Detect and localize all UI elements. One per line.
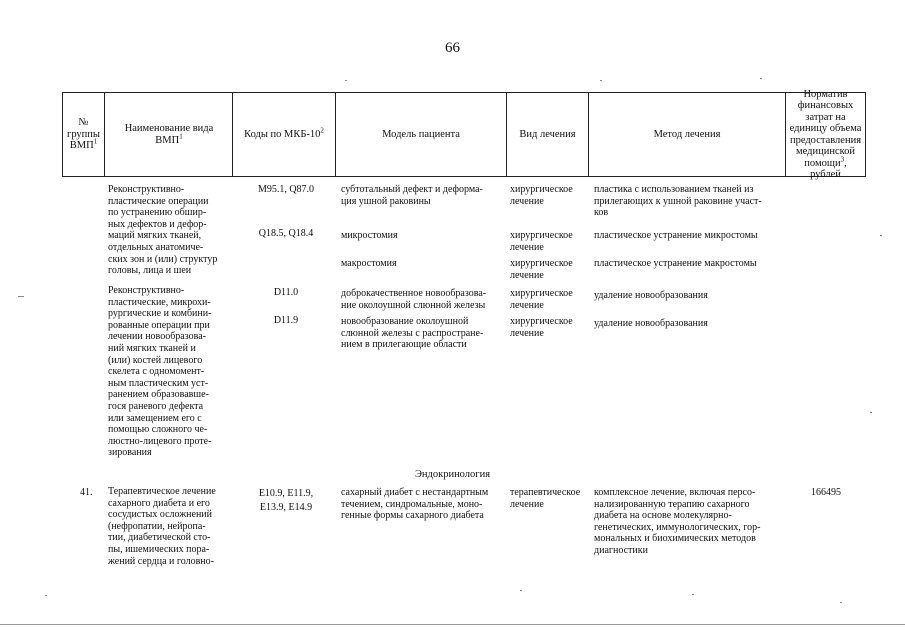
icd-code: E10.9, E11.9, E13.9, E14.9 — [258, 488, 314, 513]
patient-model: сахарный диабет с нестандартным течением, синдромальные, моно- генные формы сахарного диабета — [341, 487, 489, 522]
scan-mark — [18, 296, 24, 297]
section-title: Эндокринология — [414, 469, 491, 480]
header-treatment-method — [589, 93, 785, 176]
treatment-method: пластическое устранение микростомы — [594, 230, 758, 241]
cost-value: 166495 — [811, 487, 841, 498]
patient-model: доброкачественное новообразова- ние околоушной слюнной железы — [341, 288, 487, 311]
scan-mark — [45, 595, 47, 596]
patient-model: макростомия — [341, 258, 397, 269]
header-treatment-method-text: Метод лечения — [653, 128, 721, 140]
header-divider — [104, 92, 105, 177]
treatment-type: хирургическое лечение — [510, 316, 573, 339]
header-group-number — [63, 93, 104, 176]
icd-code: M95.1, Q87.0 — [257, 184, 315, 195]
icd-code: Q18.5, Q18.4 — [258, 228, 314, 239]
patient-model: новообразование околоушной слюнной железы с распростране- нием в прилегающие области — [341, 316, 484, 351]
header-patient-model-text: Модель пациента — [382, 128, 460, 140]
header-footnote-mark: 2 — [320, 126, 324, 135]
header-icd-codes-text: Коды по МКБ-10 — [244, 128, 321, 140]
scan-mark — [870, 412, 872, 413]
treatment-method: удаление новообразования — [594, 318, 708, 329]
page-number: 66 — [445, 40, 460, 56]
header-vmp-name-text: Наименование вида ВМП — [124, 123, 214, 146]
header-patient-model — [336, 93, 506, 176]
header-divider — [865, 92, 866, 177]
patient-model: субтотальный дефект и деформа- ция ушной раковины — [341, 184, 483, 207]
treatment-type: хирургическое лечение — [510, 184, 573, 207]
patient-model: микростомия — [341, 230, 398, 241]
treatment-type: хирургическое лечение — [510, 230, 573, 253]
scan-mark — [600, 80, 602, 81]
header-bottom-border — [62, 176, 865, 177]
vmp-name: Реконструктивно- пластические, микрохи- рургические и комбини- рованные операции при лечении новообразова- ний мягких тканей и (или) костей лицевого скелета с одномомент- ным пластическим уст- ранением образовавше- гося раневого дефекта или замещением его с помощью сложного че- люстно-лицевого проте- зирования — [108, 285, 212, 459]
header-vmp-name — [106, 93, 232, 176]
vmp-name: Реконструктивно- пластические операции по устранению обшир- ных дефектов и дефор- маций мягких тканей, отдельных анатомиче- ских зон и (или) структур головы, лица и шеи — [108, 184, 218, 277]
header-treatment-type-text: Вид лечения — [519, 128, 576, 140]
treatment-method: пластика с использованием тканей из прилегающих к ушной раковине участ- ков — [594, 184, 762, 219]
scan-bottom-edge — [0, 624, 905, 625]
scan-mark — [880, 235, 882, 236]
treatment-type: хирургическое лечение — [510, 258, 573, 281]
scan-mark — [760, 78, 762, 79]
header-footnote-mark: 3 — [840, 155, 845, 163]
treatment-method: комплексное лечение, включая персо- нализированную терапию сахарного диабета на основе молекулярно- генетических, иммунологических, гор- мональных и биохимических методов диагностики — [594, 487, 761, 556]
header-footnote-mark: 1 — [179, 132, 183, 140]
treatment-method: пластическое устранение макростомы — [594, 258, 757, 269]
header-cost-norm — [786, 88, 865, 180]
vmp-name: Терапевтическое лечение сахарного диабета и его сосудистых осложнений (нефропатии, нейропа- тии, диабетической сто- пы, ишемических пора- жений сердца и головно- — [108, 486, 216, 567]
icd-code: D11.9 — [273, 315, 299, 326]
header-footnote-mark: 1 — [93, 137, 98, 146]
scan-mark — [840, 602, 842, 603]
header-icd-codes — [233, 93, 335, 176]
scan-mark — [345, 80, 347, 81]
group-number: 41. — [80, 487, 93, 498]
scan-mark — [520, 590, 522, 591]
header-treatment-type — [507, 93, 588, 176]
treatment-type: терапевтическое лечение — [510, 487, 581, 510]
header-cost-norm-tail: , рублей — [810, 157, 847, 180]
treatment-method: удаление новообразования — [594, 290, 708, 301]
icd-code: D11.0 — [273, 287, 299, 298]
header-group-number-text: № группы ВМП — [67, 117, 100, 152]
header-cost-norm-text: Норматив финансовых затрат на единицу объема предоставления медицинской помощи — [789, 88, 862, 169]
scan-mark — [692, 594, 694, 595]
treatment-type: хирургическое лечение — [510, 288, 573, 311]
